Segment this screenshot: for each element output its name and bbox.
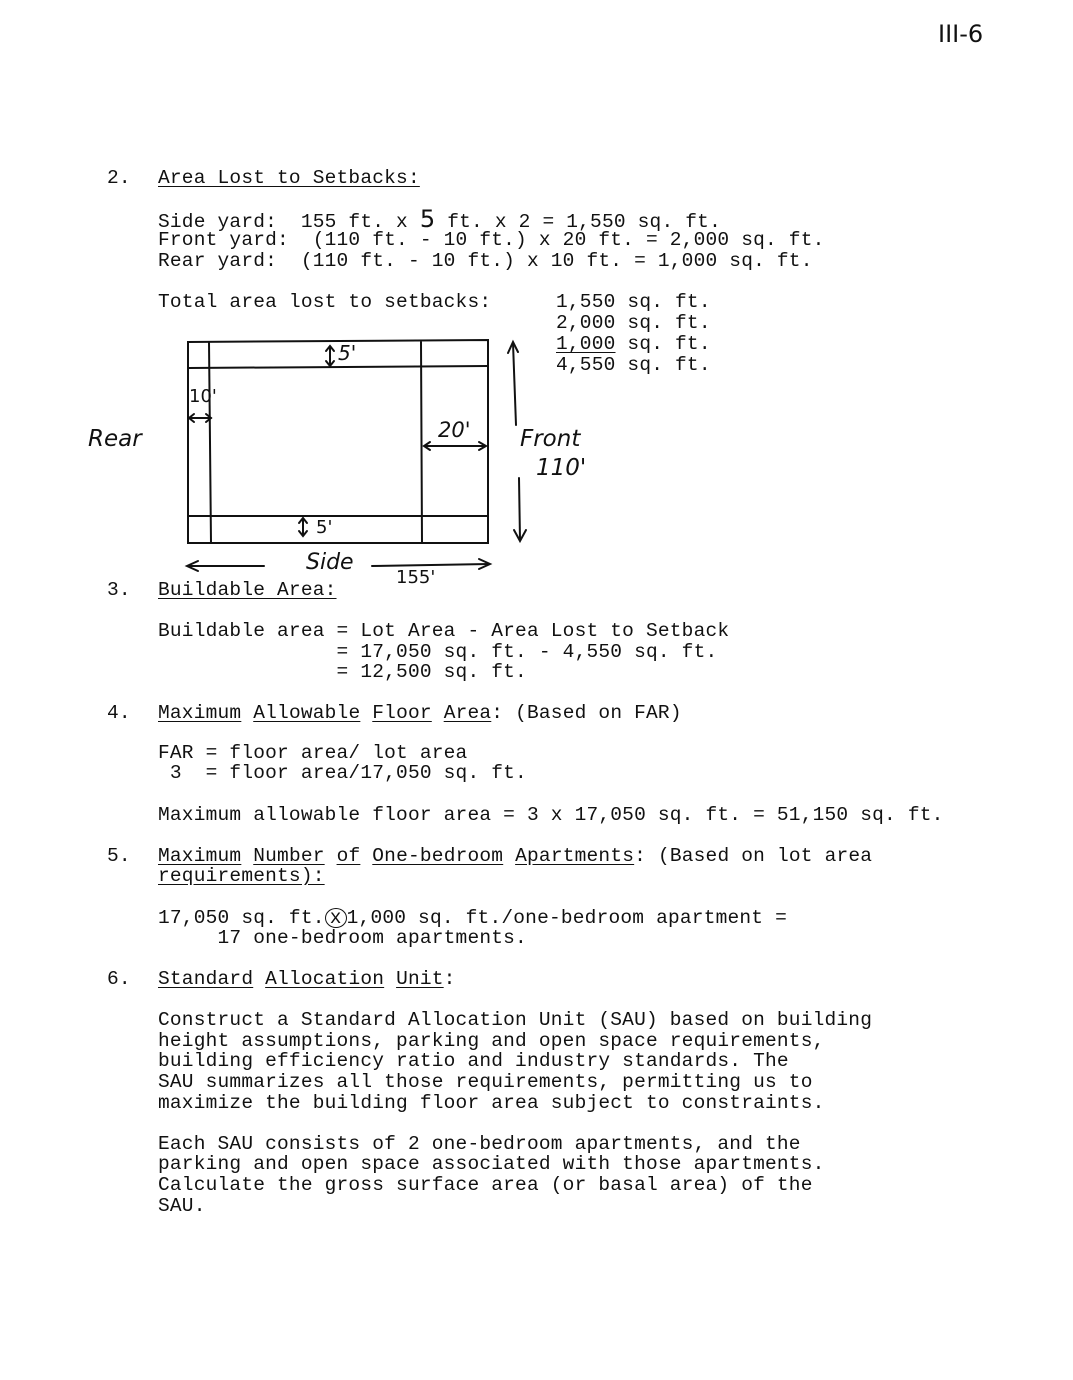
rear-setback-label: 10' (189, 386, 217, 407)
side-yard-handwritten-5: 5 (419, 205, 436, 233)
s5-heading-tail: : (Based on lot area (634, 845, 873, 867)
section-3-number: 3. (107, 579, 131, 601)
sau-para-2-line: Each SAU consists of 2 one-bedroom apartments, and the (158, 1133, 801, 1155)
side-yard-text-a: Side yard: 155 ft. x (158, 211, 420, 233)
section-3-heading: Buildable Area: (158, 579, 337, 601)
buildable-line-1: Buildable area = Lot Area - Area Lost to Setback (158, 620, 730, 642)
sau-para-2-line: parking and open space associated with those apartments. (158, 1153, 825, 1175)
s4-heading-word: Floor (372, 702, 432, 724)
s4-heading-word: Maximum (158, 702, 242, 724)
s5-heading-word: Maximum (158, 845, 242, 867)
top-setback-line (189, 366, 488, 368)
sau-para-1-line: SAU summarizes all those requirements, permitting us to (158, 1071, 813, 1093)
side-length-label: 155' (396, 567, 436, 588)
sau-para-1-line: Construct a Standard Allocation Unit (SAU) based on building (158, 1009, 873, 1031)
total-value-3-unit: sq. ft. (615, 333, 711, 355)
sau-para-2-line: Calculate the gross surface area (or basal area) of the (158, 1174, 813, 1196)
front-label: Front (520, 426, 581, 452)
s5-heading-word: Number (253, 845, 325, 867)
front-setback-line (421, 342, 422, 543)
total-area-label: Total area lost to setbacks: (158, 291, 492, 313)
sau-para-1-line: building efficiency ratio and industry standards. The (158, 1050, 789, 1072)
rear-setback-line (209, 342, 211, 543)
s6-heading-word: Unit (396, 968, 444, 990)
s5-heading-word: Apartments (515, 845, 635, 867)
s4-heading-tail: : (Based on FAR) (491, 702, 682, 724)
page-number: III-6 (938, 20, 984, 48)
sau-para-2-line: SAU. (158, 1195, 206, 1217)
calc-part-a: 17,050 sq. ft. (158, 907, 325, 929)
front-yard-line: Front yard: (110 ft. - 10 ft.) x 20 ft. = 2,000 sq. ft. (158, 229, 825, 251)
section-5-heading-line-2: requirements): (158, 865, 325, 887)
total-value-2: 2,000 sq. ft. (556, 312, 711, 334)
s4-heading-word: Allowable (253, 702, 361, 724)
calc-part-b: 1,000 sq. ft./one-bedroom apartment = (346, 907, 788, 929)
section-6-number: 6. (107, 968, 131, 990)
front-length-label: 110' (536, 455, 587, 481)
far-line-2: 3 = floor area/17,050 sq. ft. (158, 762, 527, 784)
circled-x: x (325, 908, 347, 928)
bottom-setback-label: 5' (316, 517, 333, 538)
s6-heading-word: Allocation (265, 968, 385, 990)
side-label: Side (306, 550, 354, 575)
s6-heading-tail: : (443, 968, 456, 990)
section-2-heading: Area Lost to Setbacks: (158, 167, 420, 189)
s5-heading-word: One-bedroom (372, 845, 504, 867)
total-value-sum: 4,550 sq. ft. (556, 354, 711, 376)
section-4-heading (158, 703, 682, 723)
top-setback-label: 5' (338, 341, 357, 365)
side-yard-text-b: ft. x 2 = 1,550 sq. ft. (435, 211, 721, 233)
max-floor-area-line: Maximum allowable floor area = 3 x 17,050 sq. ft. = 51,150 sq. ft. (158, 804, 944, 826)
apartments-calc-line-2: 17 one-bedroom apartments. (158, 927, 527, 949)
sau-para-1-line: height assumptions, parking and open space requirements, (158, 1030, 825, 1052)
apartments-calc-line-1 (158, 908, 787, 928)
far-line-1: FAR = floor area/ lot area (158, 742, 468, 764)
rear-yard-line: Rear yard: (110 ft. - 10 ft.) x 10 ft. = 1,000 sq. ft. (158, 250, 813, 272)
section-2-number: 2. (107, 167, 131, 189)
section-5-number: 5. (107, 845, 131, 867)
total-value-3-number: 1,000 (556, 333, 616, 355)
buildable-line-3: = 12,500 sq. ft. (158, 661, 527, 683)
section-5-heading (158, 846, 872, 866)
s5-heading-word: of (336, 845, 361, 867)
sau-para-1-line: maximize the building floor area subject to constraints. (158, 1092, 825, 1114)
rear-label: Rear (88, 426, 142, 452)
front-setback-label: 20' (438, 418, 471, 442)
section-6-heading (158, 969, 456, 989)
s6-heading-word: Standard (158, 968, 254, 990)
buildable-line-2: = 17,050 sq. ft. - 4,550 sq. ft. (158, 641, 718, 663)
total-value-1: 1,550 sq. ft. (556, 291, 711, 313)
section-4-number: 4. (107, 702, 131, 724)
s4-heading-word: Area (443, 702, 492, 724)
